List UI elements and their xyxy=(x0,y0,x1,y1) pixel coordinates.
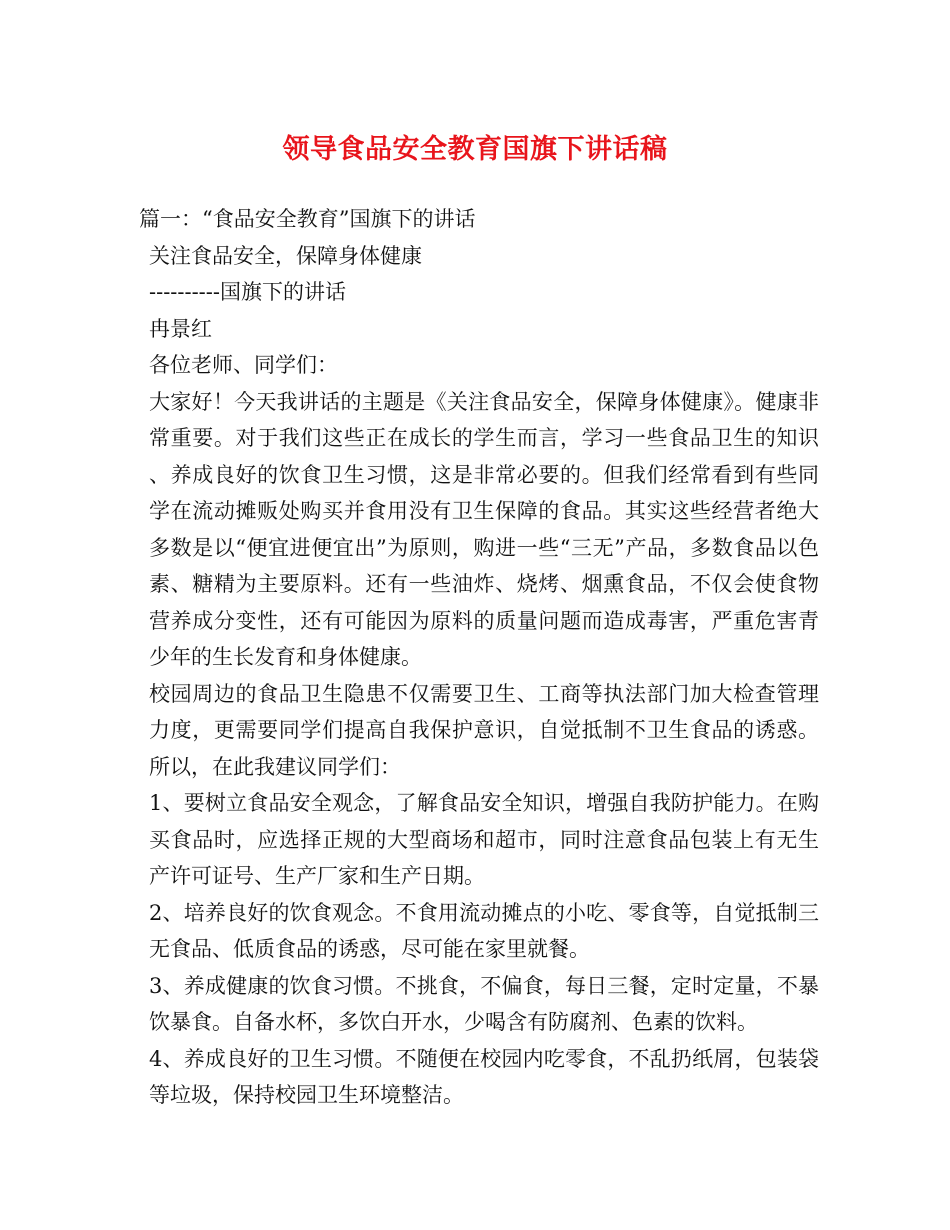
suggestion-item: 3、养成健康的饮食习惯。不挑食，不偏食，每日三餐，定时定量，不暴饮暴食。自备水杯，多饮白开水，少喝含有防腐剂、色素的饮料。 xyxy=(149,973,819,1034)
document-body xyxy=(139,201,819,1114)
section-heading: 篇一：“食品安全教育”国旗下的讲话 xyxy=(139,207,476,231)
suggestion-item: 4、养成良好的卫生习惯。不随便在校园内吃零食，不乱扔纸屑，包装袋等垃圾，保持校园卫生环境整洁。 xyxy=(149,1046,819,1107)
speaker-name: 冉景红 xyxy=(149,316,212,341)
suggestion-item: 1、要树立食品安全观念，了解食品安全知识，增强自我防护能力。在购买食品时，应选择正规的大型商场和超市，同时注意食品包装上有无生产许可证号、生产厂家和生产日期。 xyxy=(149,791,819,888)
body-paragraph: 校园周边的食品卫生隐患不仅需要卫生、工商等执法部门加大检查管理力度，更需要同学们提高自我保护意识，自觉抵制不卫生食品的诱惑。所以，在此我建议同学们： xyxy=(149,681,819,779)
suggestion-item: 2、培养良好的饮食观念。不食用流动摊点的小吃、零食等，自觉抵制三无食品、低质食品的诱惑，尽可能在家里就餐。 xyxy=(149,900,819,961)
greeting: 各位老师、同学们： xyxy=(149,353,338,377)
speech-subtitle-2: ----------国旗下的讲话 xyxy=(149,280,346,304)
body-paragraph: 大家好！今天我讲话的主题是《关注食品安全，保障身体健康》。健康非常重要。对于我们这些正在成长的学生而言，学习一些食品卫生的知识、养成良好的饮食卫生习惯，这是非常必要的。但我们经常看到有些同学在流动摊贩处购买并食用没有卫生保障的食品。其实这些经营者绝大多数是以“便宜进便宜出”为原则，购进一些“三无”产品，多数食品以色素、糖精为主要原料。还有一些油炸、烧烤、烟熏食品，不仅会使食物营养成分变性，还有可能因为原料的质量问题而造成毒害，严重危害青少年的生长发育和身体健康。 xyxy=(149,389,819,669)
document-title: 领导食品安全教育国旗下讲话稿 xyxy=(282,134,668,165)
speech-subtitle: 关注食品安全，保障身体健康 xyxy=(149,243,422,268)
